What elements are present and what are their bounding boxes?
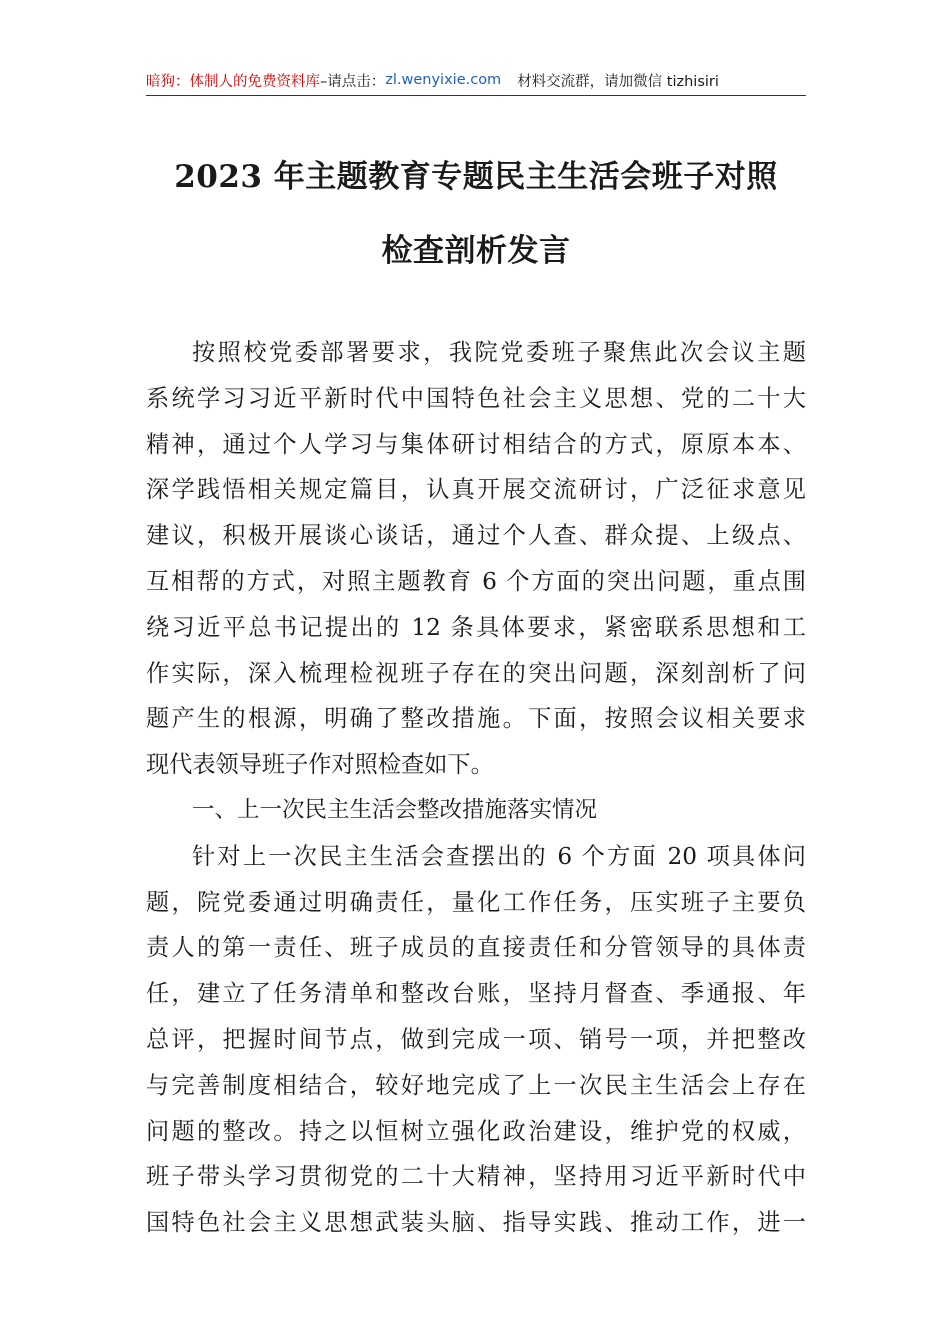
title-line-1: 2023 年主题教育专题民主生活会班子对照: [174, 159, 778, 195]
paragraph-1-line: 互相帮的方式，对照主题教育 6 个方面的突出问题，重点围: [146, 567, 806, 595]
paragraph-2-line: 针对上一次民主生活会查摆出的 6 个方面 20 项具体问: [192, 842, 806, 870]
paragraph-1-line: 绕习近平总书记提出的 12 条具体要求，紧密联系思想和工: [146, 613, 806, 641]
paragraph-1-line: 现代表领导班子作对照检查如下。: [146, 751, 494, 779]
header-divider: [146, 95, 806, 96]
title-line-2: 检查剖析发言: [381, 233, 571, 269]
header-url-link[interactable]: zl.wenyixie.com: [385, 72, 502, 88]
header-separator: –请点击：: [320, 73, 386, 90]
paragraph-1-line: 系统学习习近平新时代中国特色社会主义思想、党的二十大: [146, 384, 806, 412]
paragraph-1-line: 精神，通过个人学习与集体研讨相结合的方式，原原本本、: [146, 430, 806, 458]
header-wechat-note: 材料交流群，请加微信 tizhisiri: [517, 73, 719, 90]
paragraph-2-line: 问题的整改。持之以恒树立强化政治建设，维护党的权威，: [146, 1117, 806, 1145]
paragraph-2-line: 国特色社会主义思想武装头脑、指导实践、推动工作，进一: [146, 1209, 806, 1237]
paragraph-1-line: 按照校党委部署要求，我院党委班子聚焦此次会议主题: [192, 339, 806, 366]
header-brand: 暗狗：体制人的免费资料库: [146, 73, 320, 90]
paragraph-2-line: 与完善制度相结合，较好地完成了上一次民主生活会上存在: [146, 1071, 806, 1099]
paragraph-1-line: 题产生的根源，明确了整改措施。下面，按照会议相关要求: [146, 705, 806, 733]
watermark-header: [146, 66, 806, 94]
paragraph-1-line: 深学践悟相关规定篇目，认真开展交流研讨，广泛征求意见: [146, 476, 806, 504]
paragraph-2-line: 总评，把握时间节点，做到完成一项、销号一项，并把整改: [146, 1025, 806, 1053]
section-1-heading: 一、上一次民主生活会整改措施落实情况: [192, 796, 598, 823]
paragraph-2-line: 任，建立了任务清单和整改台账，坚持月督查、季通报、年: [146, 980, 806, 1008]
paragraph-2-line: 责人的第一责任、班子成员的直接责任和分管领导的具体责: [146, 934, 806, 962]
document-body: [146, 330, 806, 1246]
paragraph-2-line: 题，院党委通过明确责任，量化工作任务，压实班子主要负: [146, 888, 806, 916]
document-title: [146, 140, 806, 288]
paragraph-2-line: 班子带头学习贯彻党的二十大精神，坚持用习近平新时代中: [146, 1163, 806, 1191]
paragraph-1-line: 作实际，深入梳理检视班子存在的突出问题，深刻剖析了问: [146, 659, 806, 687]
paragraph-1-line: 建议，积极开展谈心谈话，通过个人查、群众提、上级点、: [146, 522, 806, 550]
